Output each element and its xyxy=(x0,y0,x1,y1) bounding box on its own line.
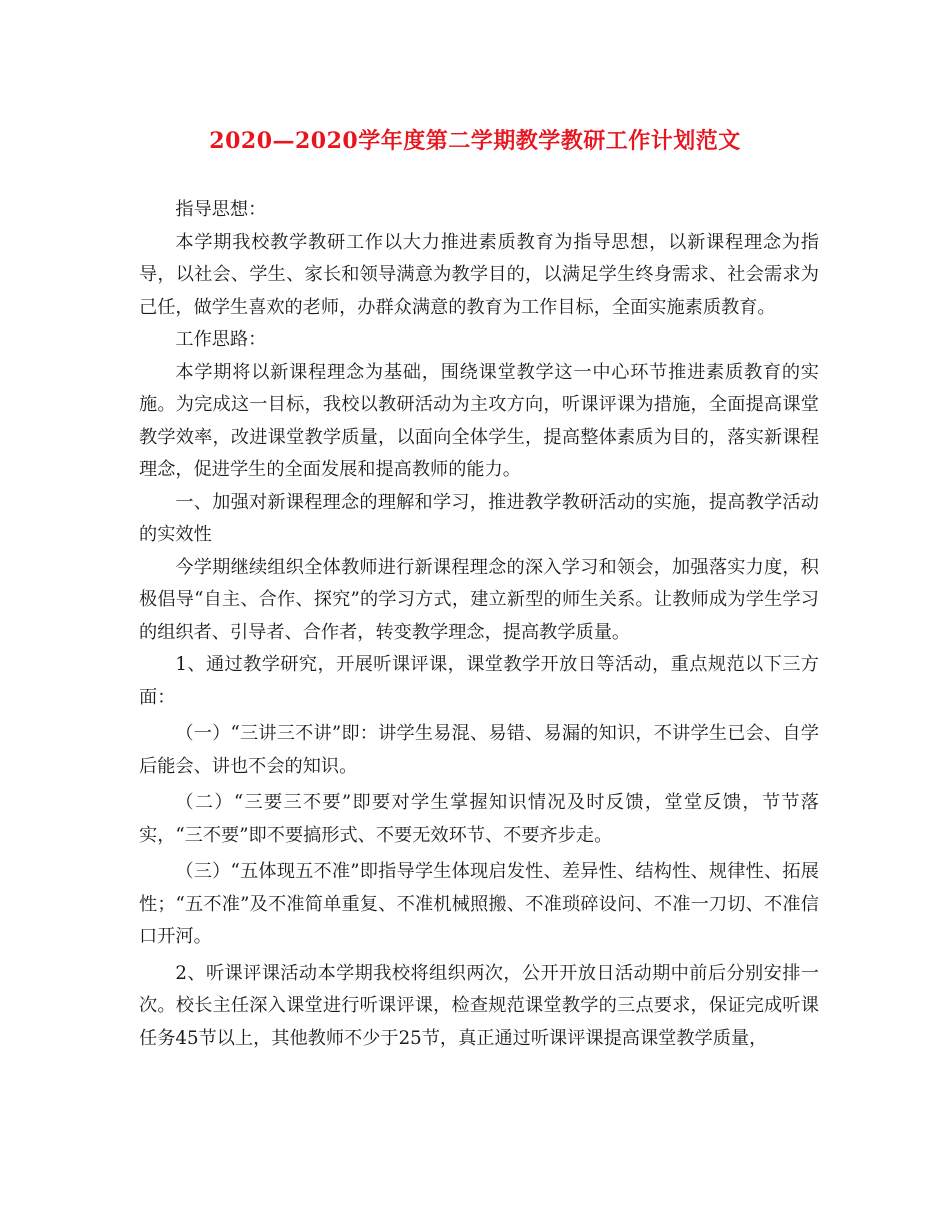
paragraph-part-one: 今学期继续组织全体教师进行新课程理念的深入学习和领会，加强落实力度，积极倡导“自主、合作、探究”的学习方式，建立新型的师生关系。让教师成为学生学习的组织者、引导者、合作者，转变教学理念，提高教学质量。 xyxy=(139,556,819,643)
section-heading-work-approach: 工作思路： xyxy=(175,329,267,350)
paragraph-subitem-1: （一）“三讲三不讲”即：讲学生易混、易错、易漏的知识，不讲学生已会、自学后能会、讲也不会的知识。 xyxy=(139,723,819,777)
paragraph-subitem-2: （二）“三要三不要”即要对学生掌握知识情况及时反馈，堂堂反馈，节节落实，“三不要”即不要搞形式、不要无效环节、不要齐步走。 xyxy=(139,792,819,846)
paragraph-item-2: 2、听课评课活动本学期我校将组织两次，公开开放日活动期中前后分别安排一次。校长主任深入课堂进行听课评课，检查规范课堂教学的三点要求，保证完成听课任务45节以上，其他教师不少于25节，真正通过听课评课提高课堂教学质量， xyxy=(139,962,819,1049)
document-title: 2020—2020学年度第二学期教学教研工作计划范文 xyxy=(209,128,741,154)
paragraph-work-approach: 本学期将以新课程理念为基础，围绕课堂教学这一中心环节推进素质教育的实施。为完成这一目标，我校以教研活动为主攻方向，听课评课为措施，全面提高课堂教学效率，改进课堂教学质量，以面向全体学生，提高整体素质为目的，落实新课程理念，促进学生的全面发展和提高教师的能力。 xyxy=(139,361,819,480)
paragraph-guiding-ideology: 本学期我校教学教研工作以大力推进素质教育为指导思想，以新课程理念为指导，以社会、学生、家长和领导满意为教学目的，以满足学生终身需求、社会需求为己任，做学生喜欢的老师，办群众满意的教育为工作目标，全面实施素质教育。 xyxy=(139,231,819,318)
paragraph-subitem-3: （三）“五体现五不准”即指导学生体现启发性、差异性、结构性、规律性、拓展性；“五不准”及不准简单重复、不准机械照搬、不准琐碎设问、不准一刀切、不准信口开河。 xyxy=(139,861,819,947)
section-heading-part-one: 一、加强对新课程理念的理解和学习，推进教学教研活动的实施，提高教学活动的实效性 xyxy=(139,491,819,545)
document-body xyxy=(139,194,819,1055)
paragraph-item-1: 1、通过教学研究，开展听课评课，课堂教学开放日等活动，重点规范以下三方面： xyxy=(139,654,819,708)
section-heading-guiding-ideology: 指导思想： xyxy=(175,199,267,220)
